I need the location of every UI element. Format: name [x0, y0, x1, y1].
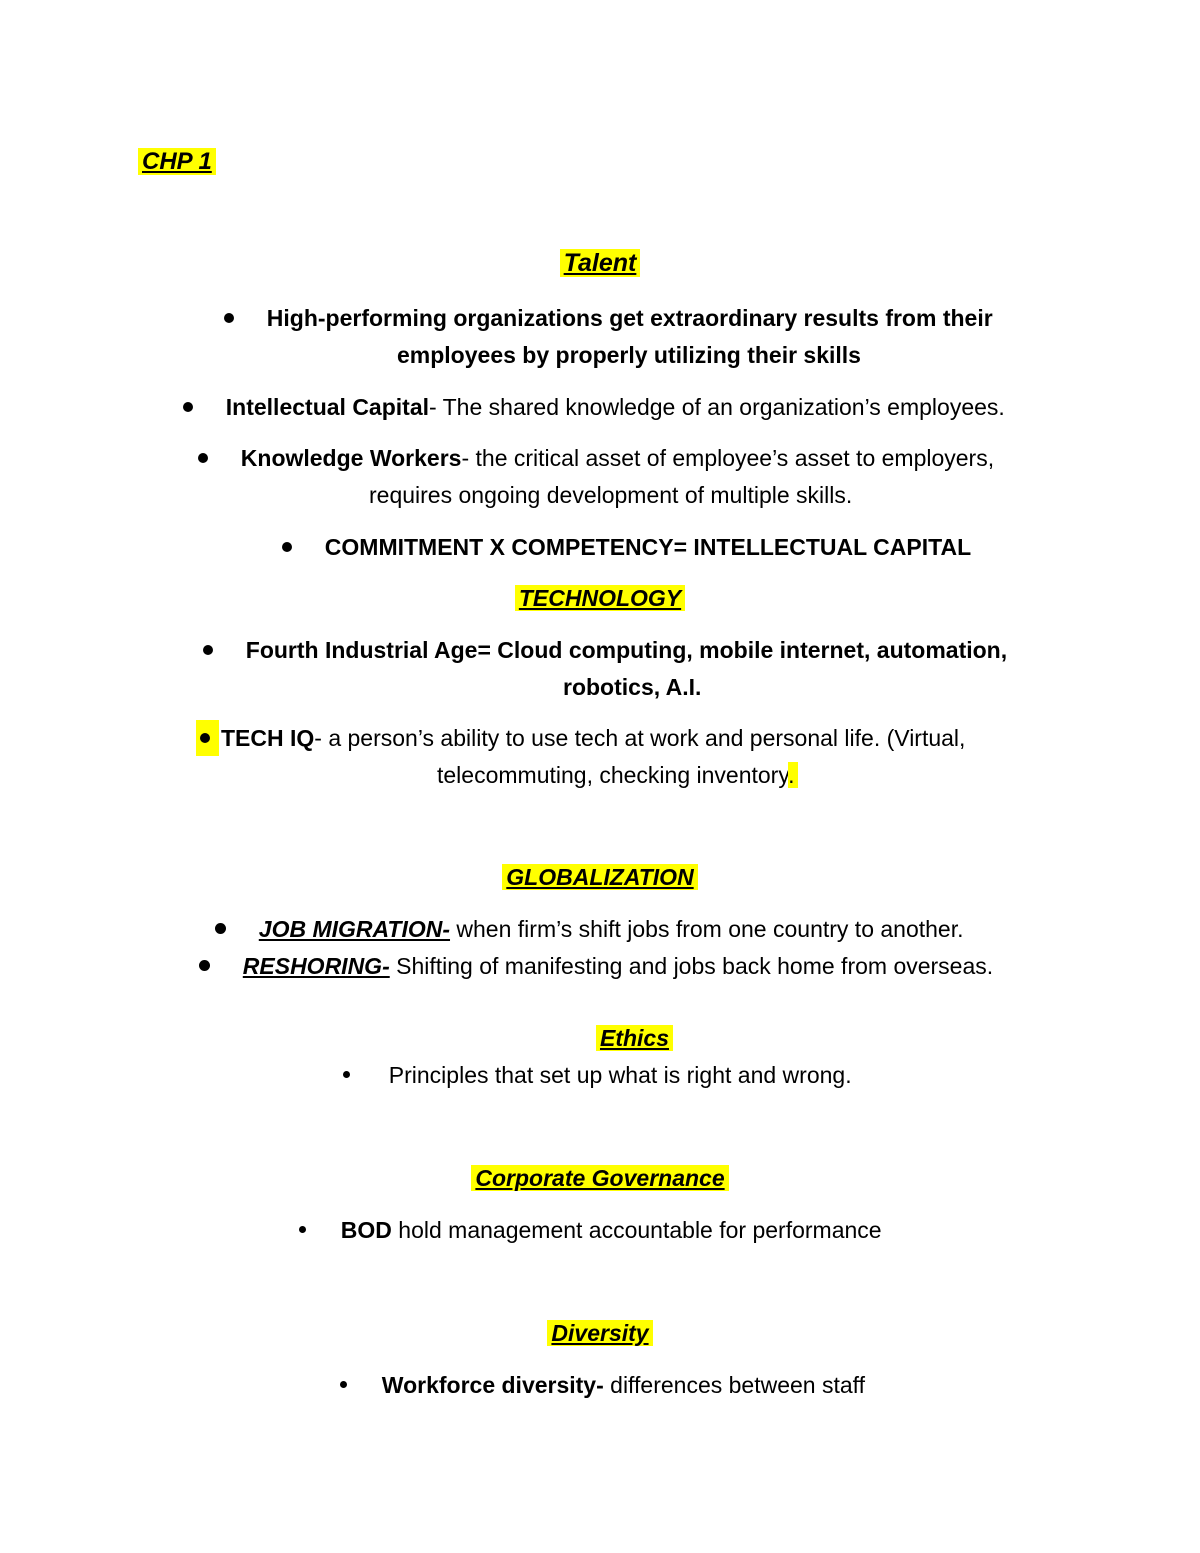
list-item: BOD hold management accountable for performance — [299, 1212, 882, 1248]
bullet-icon — [340, 1381, 347, 1388]
list-item-continuation: telecommuting, checking inventory. — [437, 757, 798, 793]
list-item: Knowledge Workers- the critical asset of employee’s asset to employers, — [198, 440, 994, 476]
bullet-icon — [224, 313, 234, 323]
list-item: Principles that set up what is right and wrong. — [343, 1057, 852, 1093]
section-heading-ethics: Ethics — [0, 1020, 1200, 1056]
section-heading-talent: Talent — [0, 245, 1200, 281]
list-item: Fourth Industrial Age= Cloud computing, mobile internet, automation, — [203, 632, 1007, 668]
bullet-icon — [203, 645, 213, 655]
bullet-icon — [198, 453, 208, 463]
list-item: Workforce diversity- differences between staff — [340, 1367, 865, 1403]
section-heading-diversity: Diversity — [0, 1315, 1200, 1351]
section-heading-globalization: GLOBALIZATION — [0, 859, 1200, 895]
bullet-icon — [200, 733, 210, 743]
bullet-icon — [282, 542, 292, 552]
list-item: Intellectual Capital- The shared knowledge of an organization’s employees. — [183, 389, 1005, 425]
list-item-continuation: robotics, A.I. — [563, 674, 702, 700]
list-item-continuation: requires ongoing development of multiple skills. — [369, 482, 853, 508]
list-item: RESHORING- Shifting of manifesting and jobs back home from overseas. — [199, 948, 993, 984]
section-heading-governance: Corporate Governance — [0, 1160, 1200, 1196]
list-item: TECH IQ- a person’s ability to use tech at work and personal life. (Virtual, — [196, 720, 965, 756]
bullet-icon — [183, 402, 193, 412]
list-item: High-performing organizations get extraordinary results from their — [224, 300, 993, 336]
list-item-continuation: employees by properly utilizing their skills — [397, 342, 861, 368]
bullet-icon — [299, 1226, 306, 1233]
bullet-icon — [215, 923, 226, 934]
list-item: COMMITMENT X COMPETENCY= INTELLECTUAL CAPITAL — [282, 529, 971, 565]
bullet-icon — [199, 960, 210, 971]
bullet-icon — [343, 1071, 350, 1078]
section-heading-technology: TECHNOLOGY — [0, 580, 1200, 616]
list-item: JOB MIGRATION- when firm’s shift jobs from one country to another. — [215, 911, 964, 947]
highlighted-bullet — [196, 720, 219, 756]
chapter-title: CHP 1 — [138, 144, 216, 180]
